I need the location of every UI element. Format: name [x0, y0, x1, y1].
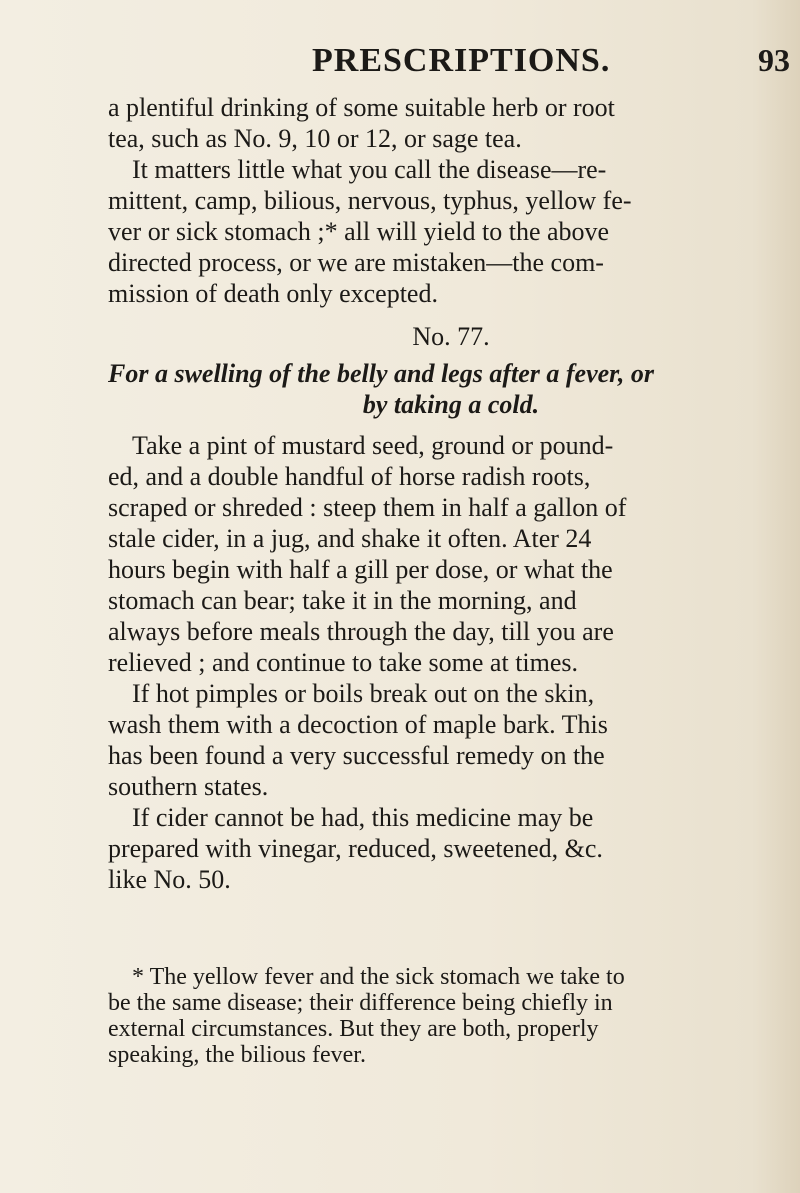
text-line: relieved ; and continue to take some at times. [108, 648, 579, 677]
text-line: hours begin with half a gill per dose, or what the [108, 555, 613, 584]
footnote [108, 964, 794, 1068]
text-line: wash them with a decoction of maple bark. This [108, 710, 608, 739]
footnote-line: external circumstances. But they are both, properly [108, 1016, 599, 1042]
text-line: mission of death only excepted. [108, 279, 438, 308]
text-line: If cider cannot be had, this medicine may be [132, 803, 594, 832]
recipe-heading-line: by taking a cold. [362, 390, 540, 419]
text-line: stale cider, in a jug, and shake it often. Ater 24 [108, 524, 592, 553]
text-line: like No. 50. [108, 865, 231, 894]
text-line: ver or sick stomach ;* all will yield to the above [108, 217, 610, 246]
text-line: tea, such as No. 9, 10 or 12, or sage tea. [108, 124, 522, 153]
page-header [0, 42, 800, 86]
pimples-paragraph [108, 678, 794, 802]
text-line: mittent, camp, bilious, nervous, typhus, yellow fe- [108, 186, 632, 215]
footnote-line: * The yellow fever and the sick stomach we take to [132, 964, 625, 990]
text-line: stomach can bear; take it in the morning, and [108, 586, 577, 615]
preparation-paragraph [108, 430, 794, 678]
text-line: Take a pint of mustard seed, ground or pound- [132, 431, 614, 460]
text-line: has been found a very successful remedy on the [108, 741, 605, 770]
text-line: scraped or shreded : steep them in half a gallon of [108, 493, 627, 522]
recipe-heading-line: For a swelling of the belly and legs after a fever, or [108, 359, 654, 388]
footnote-line: be the same disease; their difference being chiefly in [108, 990, 613, 1016]
intro-paragraph [108, 92, 794, 154]
text-line: a plentiful drinking of some suitable herb or root [108, 93, 615, 122]
recipe-block [108, 321, 794, 420]
text-line: prepared with vinegar, reduced, sweetened, &c. [108, 834, 603, 863]
cider-paragraph [108, 802, 794, 895]
text-line: always before meals through the day, till you are [108, 617, 614, 646]
page-number: 93 [758, 42, 790, 78]
disease-paragraph [108, 154, 794, 309]
recipe-number: No. 77. [412, 322, 490, 351]
text-line: southern states. [108, 772, 269, 801]
footnote-line: speaking, the bilious fever. [108, 1042, 366, 1068]
running-title: PRESCRIPTIONS. [312, 42, 611, 79]
text-line: If hot pimples or boils break out on the skin, [132, 679, 595, 708]
text-line: ed, and a double handful of horse radish roots, [108, 462, 591, 491]
text-line: directed process, or we are mistaken—the com- [108, 248, 604, 277]
main-text [108, 92, 794, 895]
text-line: It matters little what you call the disease—re- [132, 155, 607, 184]
